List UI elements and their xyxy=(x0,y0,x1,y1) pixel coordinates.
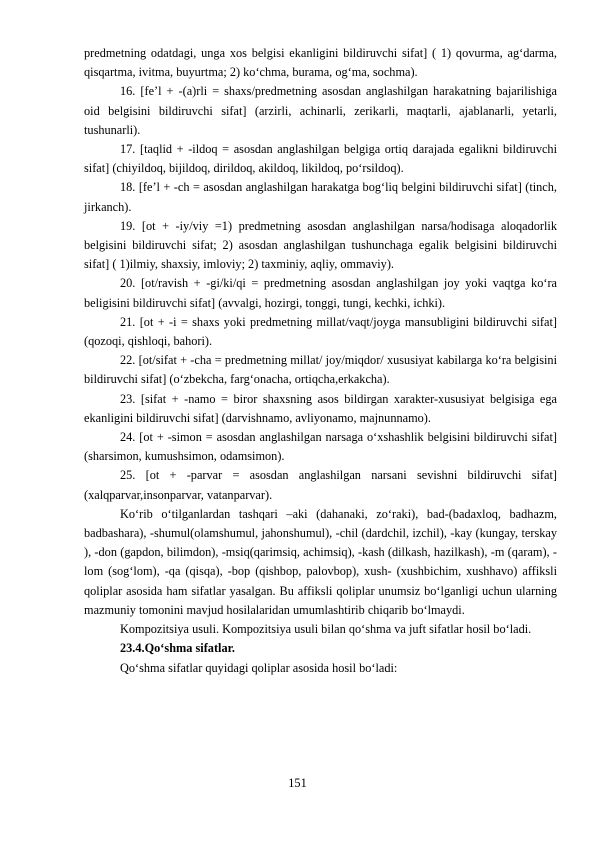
paragraph-closing: Qo‘shma sifatlar quyidagi qoliplar asosida hosil bo‘ladi: xyxy=(120,660,398,675)
page-number: 151 xyxy=(288,776,307,790)
paragraph-item-20: 20. [ot/ravish + -gi/ki/qi = predmetning asosdan anglashilgan joy yoki vaqtga ko‘ra beligisini bildiruvchi sifat] (avvalgi, hozirgi, tonggi, tungi, kechki, ichki). xyxy=(84,276,557,310)
paragraph-composition-method: Kompozitsiya usuli. Kompozitsiya usuli bilan qo‘shma va juft sifatlar hosil bo‘ladi. xyxy=(120,622,532,637)
paragraph-item-19: 19. [ot + -iy/viy =1) predmetning asosdan anglashilgan narsa/hodisaga aloqadorlik belgisini bildiruvchi sifat; 2) asosdan anglashilgan tushunchaga egalik belgisini bildiruvchi sifat] ( 1)ilmiy, shaxsiy, imloviy; 2) taxminiy, aqliy, ommaviy). xyxy=(84,218,557,272)
section-heading: 23.4.Qo‘shma sifatlar. xyxy=(120,641,236,656)
paragraph-item-25: 25. [ot + -parvar = asosdan anglashilgan narsani sevishni bildiruvchi sifat] (xalqparvar,insonparvar, vatanparvar). xyxy=(84,468,557,502)
paragraph-other-affixes: Ko‘rib o‘tilganlardan tashqari –aki (dahanaki, zo‘raki), bad-(badaxloq, badhazm, badbashara), -shumul(olamshumul, jahonshumul), -chil (dardchil, izchil), -kay (kungay, terskay ), -don (gapdon, bilimdon), -msiq(qarimsiq, achimsiq), -kash (dilkash, hazilkash), -m (qaram), -lom (sog‘lom), -qa (qisqa), -bop (qishbop, palovbop), xush- (xushbichim, xushhavo) affiksli qoliplar asosida ham sifatlar yasalgan. Bu affiksli qoliplar unumsiz bo‘lganligi uchun ularning mazmuniy tomonini mavjud hosilalaridan umumlashtirib chiqarib bo‘lmaydi. xyxy=(84,506,557,617)
paragraph-item-24: 24. [ot + -simon = asosdan anglashilgan narsaga o‘xshashlik belgisini bildiruvchi sifat] (sharsimon, kumushsimon, odamsimon). xyxy=(84,430,557,464)
paragraph-item-22: 22. [ot/sifat + -cha = predmetning millat/ joy/miqdor/ xususiyat kabilarga ko‘ra belgisini bildiruvchi sifat] (o‘zbekcha, farg‘onacha, ortiqcha,erkakcha). xyxy=(84,353,557,387)
paragraph-item-16: 16. [fe’l + -(a)rli = shaxs/predmetning asosdan anglashilgan harakatning bajarilishiga oid belgisini bildiruvchi sifat] (arzirli, achinarli, zerikarli, maqtarli, ajablanarli, yetarli, tushunarli). xyxy=(84,84,557,137)
paragraph-item-17: 17. [taqlid + -ildoq = asosdan anglashilgan belgiga ortiq darajada egalikni bildiruvchi sifat] (chiyildoq, bijildoq, dirildoq, akildoq, likildoq, po‘rsildoq). xyxy=(84,142,557,176)
paragraph-item-18: 18. [fe’l + -ch = asosdan anglashilgan harakatga bog‘liq belgini bildiruvchi sifat] (tinch, jirkanch). xyxy=(84,180,557,214)
paragraph-item-21: 21. [ot + -i = shaxs yoki predmetning millat/vaqt/joyga mansubligini bildiruvchi sifat] (qozoqi, qishloqi, bahori). xyxy=(84,314,557,349)
paragraph-item-23: 23. [sifat + -namo = biror shaxsning asos bildirgan xarakter-xususiyat belgisiga ega ekanligini bildiruvchi sifat] (darvishnamo, avliyonamo, majnunnamo). xyxy=(84,391,557,425)
page-body xyxy=(84,44,557,678)
paragraph-continuation: predmetning odatdagi, unga xos belgisi ekanligini bildiruvchi sifat] ( 1) qovurma, ag‘darma, qisqartma, ivitma, buyurtma; 2) ko‘chma, burama, og‘ma, sochma). xyxy=(84,46,557,80)
